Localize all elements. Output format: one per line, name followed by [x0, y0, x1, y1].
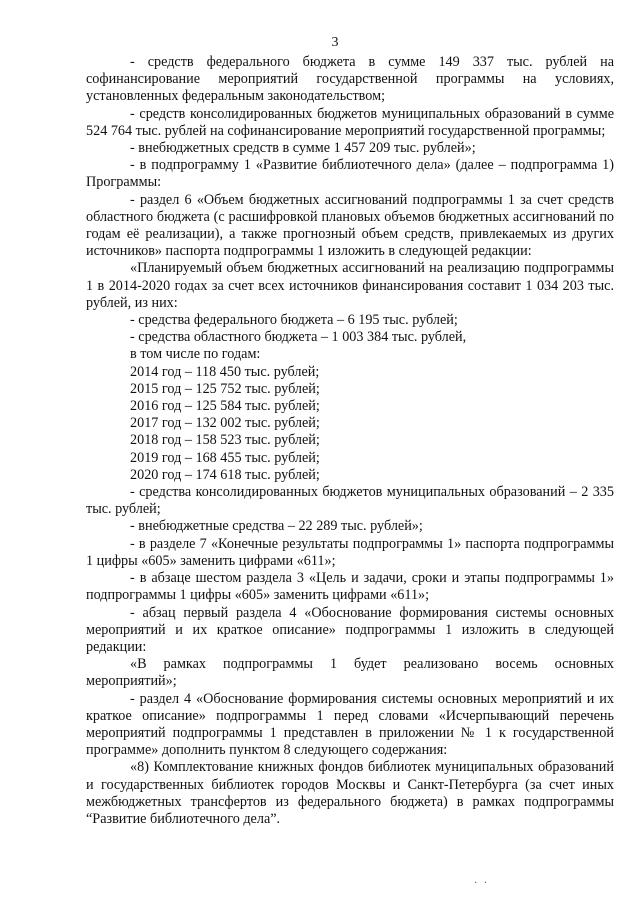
list-item: 2019 год – 168 455 тыс. рублей;	[130, 449, 320, 466]
paragraph-eight-activities: «В рамках подпрограммы 1 будет реализовано восемь основных мероприятий»;	[86, 656, 614, 690]
paragraph-section-4-first: - абзац первый раздела 4 «Обоснование формирования системы основных мероприятий и их краткое описание» подпрограммы 1 изложить в следующей редакции:	[86, 604, 614, 655]
body-text-bottom	[86, 484, 614, 828]
paragraph-subprogram-1: - в подпрограмму 1 «Развитие библиотечного дела» (далее – подпрограмма 1) Программы:	[86, 157, 614, 191]
funding-list	[86, 312, 614, 484]
paragraph-item-8: «8) Комплектование книжных фондов библиотек муниципальных образований и государственных библиотек городов Москвы и Санкт-Петербурга (за счет иных межбюджетных трансфертов из федерального бюджета) в рамках подпрограммы “Развитие библиотечного дела”.	[86, 759, 614, 827]
paragraph-section-3: - в абзаце шестом раздела 3 «Цель и задачи, сроки и этапы подпрограммы 1» подпрограммы 1 цифры «605» заменить цифрами «611»;	[86, 570, 614, 604]
list-item: - средства федерального бюджета – 6 195 тыс. рублей;	[130, 312, 458, 329]
page-number: 3	[331, 35, 339, 50]
paragraph-federal-budget: - средств федерального бюджета в сумме 149 337 тыс. рублей на софинансирование мероприятий государственной программы на условиях, установленных федеральным законодательством;	[86, 54, 614, 105]
list-item: - средства областного бюджета – 1 003 384 тыс. рублей,	[130, 329, 467, 346]
scan-speck: · ·	[474, 878, 490, 889]
paragraph-extrabudgetary-funds: - внебюджетные средства – 22 289 тыс. рублей»;	[130, 518, 423, 535]
paragraph-municipal-budgets: - средств консолидированных бюджетов муниципальных образований в сумме 524 764 тыс. рублей на софинансирование мероприятий государственной программы;	[86, 105, 614, 139]
paragraph-section-7: - в разделе 7 «Конечные результаты подпрограммы 1» паспорта подпрограммы 1 цифры «605» заменить цифрами «611»;	[86, 535, 614, 569]
list-item: 2016 год – 125 584 тыс. рублей;	[130, 398, 320, 415]
paragraph-consolidated-budgets: - средства консолидированных бюджетов муниципальных образований – 2 335 тыс. рублей;	[86, 484, 614, 518]
list-item: 2015 год – 125 752 тыс. рублей;	[130, 380, 320, 397]
paragraph-planned-volume: «Планируемый объем бюджетных ассигнований на реализацию подпрограммы 1 в 2014-2020 годах за счет всех источников финансирования составит 1 034 203 тыс. рублей, из них:	[86, 260, 614, 311]
list-item: 2018 год – 158 523 тыс. рублей;	[130, 432, 320, 449]
body-text-top	[86, 54, 614, 312]
list-item: в том числе по годам:	[130, 346, 261, 363]
paragraph-section-6: - раздел 6 «Объем бюджетных ассигнований подпрограммы 1 за счет средств областного бюджета (с расшифровкой плановых объемов бюджетных ассигнований по годам её реализации), а также прогнозный объем средств, привлекаемых из других источников» паспорта подпрограммы 1 изложить в следующей редакции:	[86, 191, 614, 260]
list-item: 2014 год – 118 450 тыс. рублей;	[130, 363, 320, 380]
list-item: 2017 год – 132 002 тыс. рублей;	[130, 415, 320, 432]
paragraph-extrabudgetary: - внебюджетных средств в сумме 1 457 209 тыс. рублей»;	[130, 140, 476, 157]
paragraph-section-4-addition: - раздел 4 «Обоснование формирования системы основных мероприятий и их краткое описание» подпрограммы 1 перед словами «Исчерпывающий перечень мероприятий подпрограммы 1 представлен в приложении № 1 к государственной программе» дополнить пунктом 8 следующего содержания:	[86, 690, 614, 759]
list-item: 2020 год – 174 618 тыс. рублей;	[130, 466, 320, 483]
